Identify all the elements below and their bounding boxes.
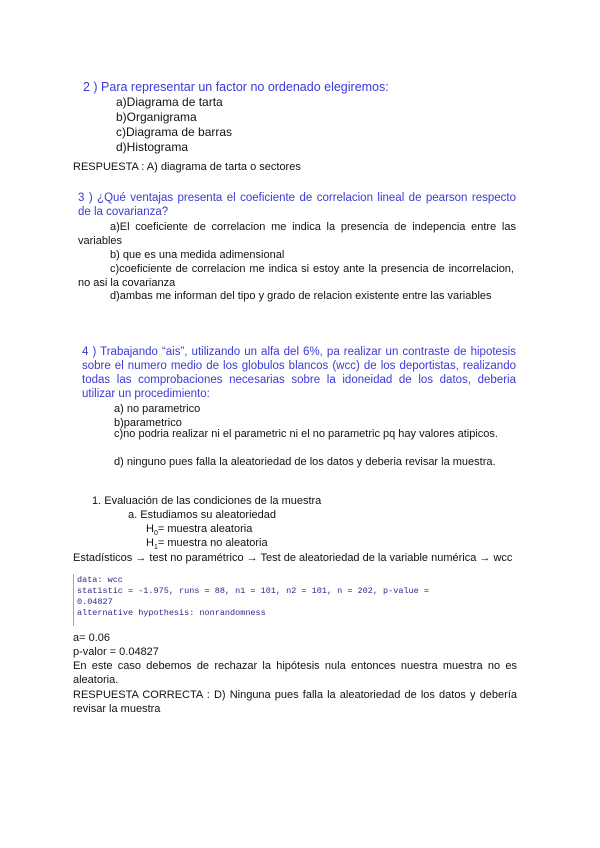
step-1: 1. Evaluación de las condiciones de la muestra xyxy=(92,495,322,507)
q4-option-b: b)parametrico xyxy=(114,417,182,429)
q2-option-a: a)Diagrama de tarta xyxy=(116,95,223,109)
h0-text: = muestra aleatoria xyxy=(157,523,253,535)
q4-option-a: a) no parametrico xyxy=(114,403,201,415)
hypothesis-h0 xyxy=(146,522,252,536)
final-answer: RESPUESTA CORRECTA : D) Ninguna pues falla la aleatoriedad de los datos y debería revisar la muestra xyxy=(73,689,517,715)
q3-option-d: d)ambas me informan del tipo y grado de relacion existente entre las variables xyxy=(110,290,492,302)
h0-letter: H xyxy=(146,523,154,535)
r-output-line-1: data: wcc xyxy=(77,575,123,585)
alpha-value: a= 0.06 xyxy=(73,632,111,644)
r-output-line-4: alternative hypothesis: nonrandomness xyxy=(77,608,266,618)
conclusion: En este caso debemos de rechazar la hipótesis nula entonces nuestra muestra no es aleatoria. xyxy=(73,660,517,686)
h1-sub: 1 xyxy=(153,544,158,552)
h1-text: = muestra no aleatoria xyxy=(157,537,268,549)
q3-option-b: b) que es una medida adimensional xyxy=(110,249,285,261)
q2-option-b: b)Organigrama xyxy=(116,110,197,124)
q3-title: 3 ) ¿Qué ventajas presenta el coeficiente de correlacion lineal de pearson respecto de la covarianza? xyxy=(78,192,516,218)
q4-option-c: c)no podria realizar ni el parametric ni el no parametric pq hay valores atipicos. xyxy=(114,428,498,440)
p-value: p-valor = 0.04827 xyxy=(73,646,159,658)
r-output-line-3: 0.04827 xyxy=(77,597,113,607)
q4-title: 4 ) Trabajando “ais”, utilizando un alfa del 6%, pa realizar un contraste de hipotesis sobre el numero medio de los globulos blancos (wcc) de los deportistas, realizando todas las comprobaciones necesarias sobre la idoneidad de los datos, deberia utilizar un procedimiento: xyxy=(82,346,516,400)
q3-option-c: c)coeficiente de correlacion me indica si estoy ante la presencia de incorrelacion, no asi la covarianza xyxy=(78,263,514,289)
q2-option-d: d)Histograma xyxy=(116,140,189,154)
r-output-line-2: statistic = -1.975, runs = 88, n1 = 101, n2 = 101, n = 202, p-value = xyxy=(77,586,429,596)
r-output-box xyxy=(73,574,514,626)
q2-option-c: c)Diagrama de barras xyxy=(116,125,233,139)
q3-option-a: a)El coeficiente de correlacion me indica la presencia de indepencia entre las variables xyxy=(78,221,516,247)
q2-answer: RESPUESTA : A) diagrama de tarta o sectores xyxy=(73,161,301,173)
menu-path: Estadísticos → test no paramétrico → Test de aleatoriedad de la variable numérica → wcc xyxy=(73,552,513,564)
h1-letter: H xyxy=(146,537,154,549)
q4-option-d: d) ninguno pues falla la aleatoriedad de los datos y deberia revisar la muestra. xyxy=(114,456,496,468)
q2-title: 2 ) Para representar un factor no ordenado elegiremos: xyxy=(83,80,389,94)
hypothesis-h1 xyxy=(146,536,268,550)
step-1a: a. Estudiamos su aleatoriedad xyxy=(128,509,276,521)
h0-sub: 0 xyxy=(153,530,158,538)
